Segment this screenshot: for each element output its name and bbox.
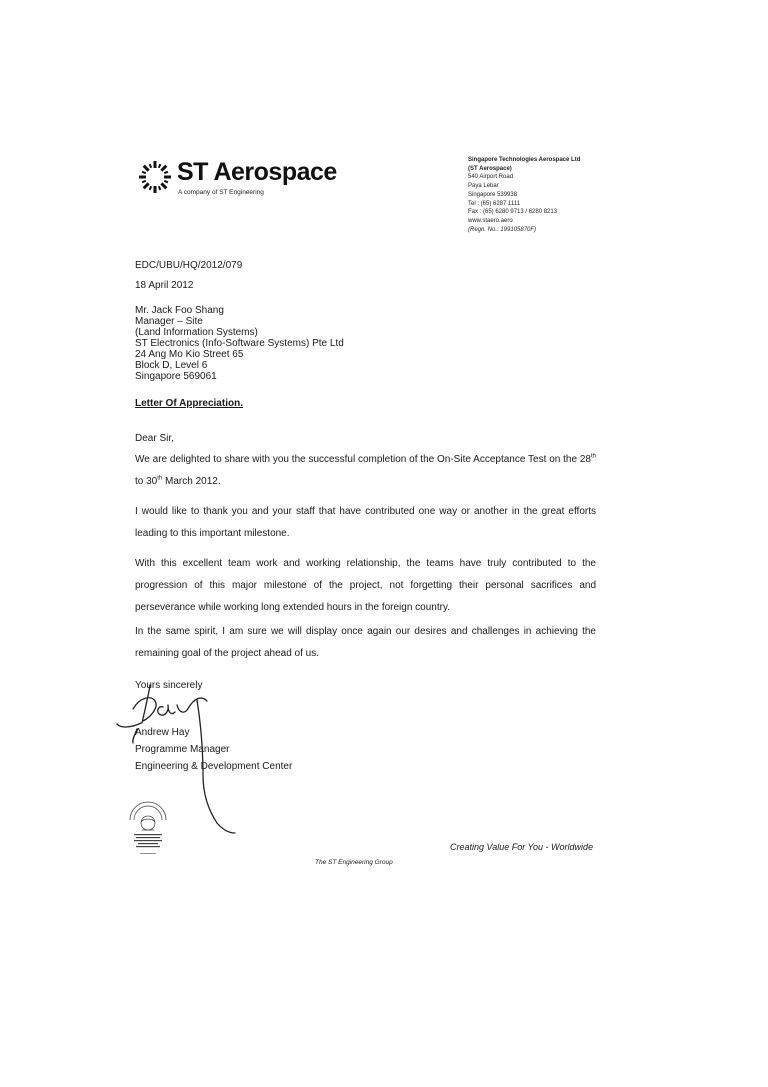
address-line: www.staero.aero [468, 217, 513, 224]
paragraph-text: We are delighted to share with you the successful completion of the On-Site Acceptance Test on the 28 [135, 454, 591, 465]
company-name: ST Aerospace [177, 158, 337, 186]
address-line: Singapore 539938 [468, 191, 518, 198]
salutation: Dear Sir, [135, 433, 174, 444]
paragraph-text: to 30 [135, 476, 158, 487]
paragraph-text: March 2012. [162, 476, 221, 487]
letter-date: 18 April 2012 [135, 280, 194, 291]
body-paragraph [135, 449, 596, 493]
recipient-line: Manager – Site [135, 316, 203, 327]
recipient-line: 24 Ang Mo Kio Street 65 [135, 349, 244, 360]
body-paragraph: I would like to thank you and your staff that have contributed one way or another in the great efforts leading to this important milestone. [135, 506, 596, 539]
ordinal-suffix: th [590, 453, 596, 460]
recipient-line: ST Electronics (Info-Software Systems) Pte Ltd [135, 338, 344, 349]
group-name: The ST Engineering Group [315, 859, 393, 866]
body-paragraph: With this excellent team work and working relationship, the teams have truly contributed to the progression of this major milestone of the project, not forgetting their personal sacrifices and perseverance while working long extended hours in the foreign country. [135, 558, 596, 613]
singapore-quality-award-seal-icon [124, 798, 172, 860]
recipient-line: (Land Information Systems) [135, 327, 258, 338]
address-line: (ST Aerospace) [468, 165, 512, 172]
address-line: (Regn. No.: 199105870F) [468, 226, 537, 233]
address-line: Paya Lebar [468, 183, 499, 190]
company-address-block [468, 156, 580, 234]
signatory-department: Engineering & Development Center [135, 761, 293, 772]
company-slogan: Creating Value For You - Worldwide [450, 842, 594, 852]
reference-number: EDC/UBU/HQ/2012/079 [135, 260, 243, 271]
closing: Yours sincerely [135, 680, 203, 691]
ordinal-suffix: th [157, 475, 163, 482]
signatory-name: Andrew Hay [135, 727, 190, 738]
recipient-address-block [135, 305, 344, 382]
company-tagline: A company of ST Engineering [178, 189, 264, 196]
address-line: Tel : (65) 6287 1111 [468, 200, 521, 207]
recipient-line: Singapore 569061 [135, 371, 217, 382]
st-aerospace-starburst-icon [138, 160, 172, 194]
address-line: 540 Airport Road [468, 174, 514, 181]
address-line: Singapore Technologies Aerospace Ltd [468, 157, 581, 163]
recipient-line: Block D, Level 6 [135, 360, 208, 371]
body-paragraph: In the same spirit, I am sure we will display once again our desires and challenges in achieving the remaining goal of the project ahead of us. [135, 626, 596, 659]
address-line: Fax : (65) 6280 9713 / 6280 8213 [468, 209, 558, 216]
recipient-line: Mr. Jack Foo Shang [135, 305, 224, 316]
signatory-title: Programme Manager [135, 744, 230, 755]
letter-subject: Letter Of Appreciation. [135, 398, 243, 409]
